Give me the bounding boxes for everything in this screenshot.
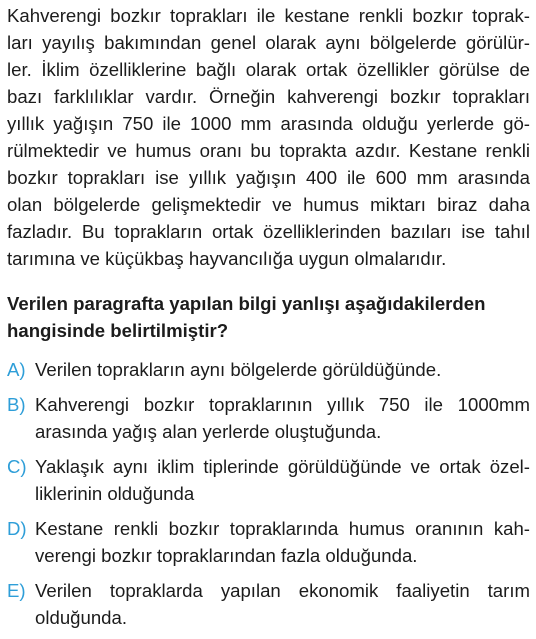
option-b[interactable] bbox=[7, 391, 530, 445]
passage-line: olan bölgelerde gelişmektedir ve humus miktarı biraz daha bbox=[7, 194, 530, 215]
answer-options bbox=[7, 356, 530, 631]
option-line: Verilen toprakların aynı bölgelerde görüldüğünde. bbox=[35, 359, 442, 380]
option-line: verengi bozkır topraklarından fazla olduğunda. bbox=[35, 545, 418, 566]
passage-line: ler. İklim özelliklerine bağlı olarak ortak özellikler görülse de bbox=[7, 59, 530, 80]
option-text bbox=[35, 577, 530, 631]
option-text bbox=[35, 356, 530, 383]
passage-line: Kahverengi bozkır toprakları ile kestane renkli bozkır toprak- bbox=[7, 5, 530, 26]
passage-paragraph bbox=[7, 0, 530, 272]
question-line: hangisinde belirtilmiştir? bbox=[7, 320, 229, 341]
option-text bbox=[35, 515, 530, 569]
option-text bbox=[35, 391, 530, 445]
option-c[interactable] bbox=[7, 453, 530, 507]
passage-line: tarımına ve küçükbaş hayvancılığa uygun olmalarıdır. bbox=[7, 248, 447, 269]
option-text bbox=[35, 453, 530, 507]
option-letter: D) bbox=[7, 518, 27, 539]
option-line: Verilen topraklarda yapılan ekonomik faaliyetin tarım bbox=[35, 580, 530, 601]
option-d[interactable] bbox=[7, 515, 530, 569]
option-line: Yaklaşık aynı iklim tiplerinde görüldüğünde ve ortak özel- bbox=[35, 456, 530, 477]
option-e[interactable] bbox=[7, 577, 530, 631]
passage-line: bozkır toprakları ise yıllık yağışın 400 ile 600 mm arasında bbox=[7, 167, 530, 188]
option-line: Kestane renkli bozkır topraklarında humus oranının kah- bbox=[35, 518, 530, 539]
option-line: liklerinin olduğunda bbox=[35, 483, 195, 504]
passage-line: fazladır. Bu toprakların ortak özelliklerinden bazıları ise tahıl bbox=[7, 221, 530, 242]
passage-line: rülmektedir ve humus oranı bu toprakta azdır. Kestane renkli bbox=[7, 140, 530, 161]
option-line: Kahverengi bozkır topraklarının yıllık 750 ile 1000mm bbox=[35, 394, 530, 415]
option-line: olduğunda. bbox=[35, 607, 128, 628]
question-line: Verilen paragrafta yapılan bilgi yanlışı aşağıdakilerden bbox=[7, 293, 486, 314]
option-letter: C) bbox=[7, 456, 27, 477]
option-line: arasında yağış alan yerlerde oluştuğunda. bbox=[35, 421, 382, 442]
question-page bbox=[7, 0, 530, 639]
passage-line: yıllık yağışın 750 ile 1000 mm arasında olduğu yerlerde gö- bbox=[7, 113, 530, 134]
question-stem bbox=[7, 290, 530, 344]
option-a[interactable] bbox=[7, 356, 530, 383]
option-letter: A) bbox=[7, 359, 26, 380]
passage-line: ları yayılış bakımından genel olarak aynı bölgelerde görülür- bbox=[7, 32, 530, 53]
passage-line: bazı farklılıklar vardır. Örneğin kahverengi bozkır toprakları bbox=[7, 86, 530, 107]
option-letter: E) bbox=[7, 580, 26, 601]
option-letter: B) bbox=[7, 394, 26, 415]
